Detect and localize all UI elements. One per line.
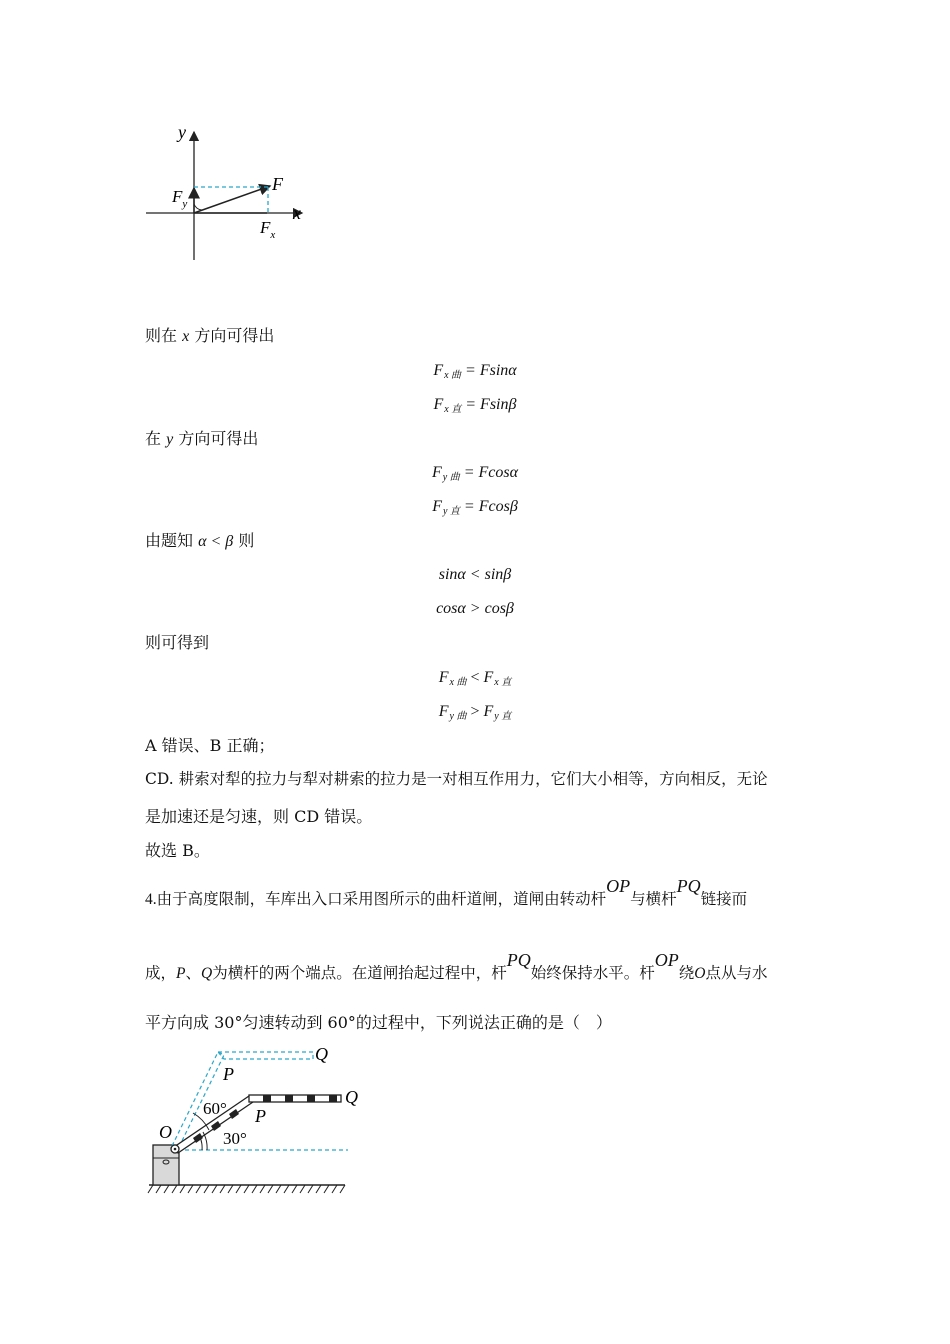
q4-line-1: 4.由于高度限制，车库出入口采用图所示的曲杆道闸，道闸由转动杆OP与横杆PQ链接而 <box>145 876 748 908</box>
intro-x-text-b: 方向可得出 <box>194 326 275 345</box>
label-p-top: P <box>223 1064 234 1084</box>
angle-arc <box>194 204 202 210</box>
label-o: O <box>159 1122 172 1142</box>
intro-x-var: x <box>182 328 190 345</box>
intro-x-line <box>145 326 274 347</box>
q4-number: 4. <box>145 891 157 908</box>
fx-label: $F_x$ <box>260 218 276 241</box>
answer-cd-line-1: CD. 耕索对犁的拉力与犁对耕索的拉力是一对相互作用力，它们大小相等，方向相反，无论 <box>145 770 768 788</box>
q4-line-3: 平方向成 30°匀速转动到 60°的过程中，下列说法正确的是（ ） <box>145 1013 612 1032</box>
rod-op-label: OP <box>606 876 631 896</box>
equation-3: Fy 曲 = Fcosα <box>431 464 519 483</box>
q4-line-2: 成，P、Q为横杆的两个端点。在道闸抬起过程中，杆PQ始终保持水平。杆OP绕O点从与水 <box>145 950 768 982</box>
answer-choice: 故选 B。 <box>145 841 210 860</box>
ground-hatching <box>148 1185 345 1193</box>
equation-6: cosα > cosβ <box>436 600 514 617</box>
known-line: 由题知 α < β 则 <box>145 531 255 550</box>
equation-2: Fx 直 = Fsinβ <box>433 396 517 415</box>
y-axis-label: y <box>178 122 186 142</box>
x-axis-label: x <box>293 203 301 223</box>
answer-cd-line-2: 是加速还是匀速，则 CD 错误。 <box>145 807 373 826</box>
horizontal-rod-pq <box>249 1095 341 1102</box>
answer-ab: A 错误、B 正确； <box>145 736 275 755</box>
force-label: F <box>272 174 283 194</box>
label-q-right: Q <box>345 1087 358 1107</box>
barrier-gate-figure <box>145 1040 370 1205</box>
label-60: 60° <box>203 1099 227 1118</box>
label-p-mid: P <box>255 1106 266 1126</box>
force-decomposition-figure <box>140 118 320 268</box>
then-line: 则可得到 <box>145 633 210 652</box>
fy-label: $F_y$ <box>172 187 188 210</box>
intro-x-text-a: 则在 <box>145 326 178 345</box>
equation-4: Fy 直 = Fcosβ <box>432 498 518 517</box>
equation-1: Fx 曲 = Fsinα <box>433 362 517 381</box>
intro-y-line: 在 y 方向可得出 <box>145 429 259 448</box>
equation-8: Fy 曲 > Fy 直 <box>438 703 512 722</box>
rod-pq-label: PQ <box>676 876 701 896</box>
label-30: 30° <box>223 1129 247 1148</box>
force-vector <box>194 186 270 213</box>
equation-7: Fx 曲 < Fx 直 <box>438 669 512 688</box>
label-q-top: Q <box>315 1044 328 1064</box>
equation-5: sinα < sinβ <box>438 566 512 583</box>
